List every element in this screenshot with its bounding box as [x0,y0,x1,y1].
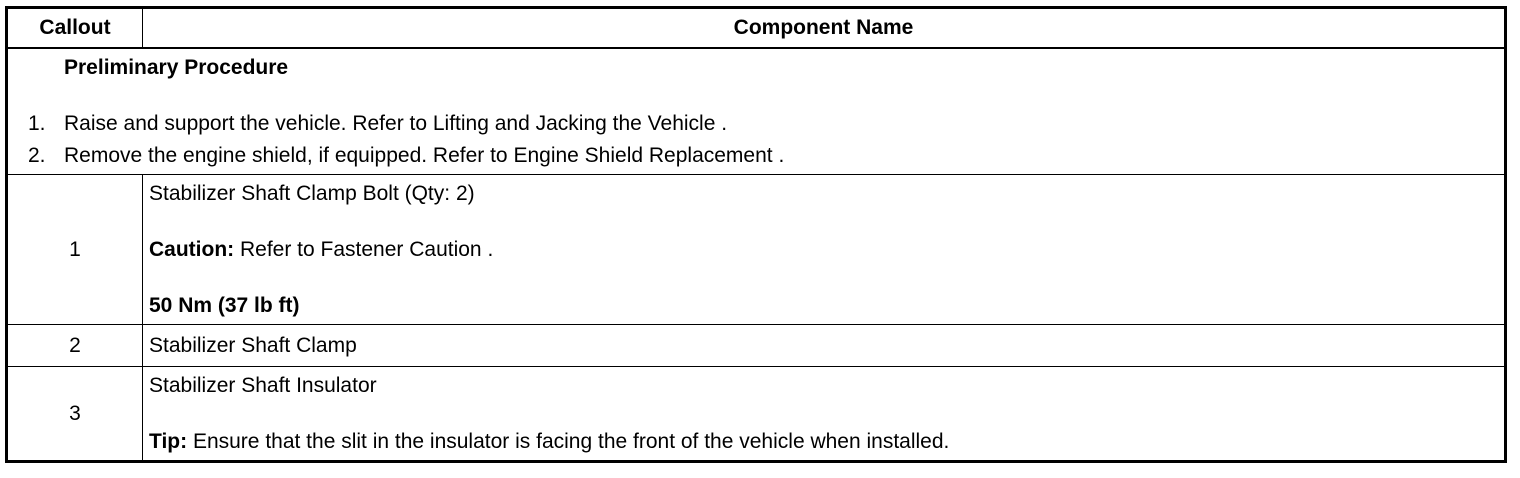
component-name: Stabilizer Shaft Insulator [149,373,377,397]
header-row [7,8,1506,49]
torque-spec: 50 Nm (37 lb ft) [149,293,300,317]
component-cell [143,175,1506,325]
component-name: Stabilizer Shaft Clamp Bolt (Qty: 2) [149,181,475,205]
caution-label: Caution: [149,237,235,261]
preliminary-steps-list [8,108,1504,172]
preliminary-procedure-title: Preliminary Procedure [64,55,289,79]
callout-header: Callout [7,8,143,49]
component-cell [143,325,1506,367]
callout-number: 3 [7,367,143,462]
caution-note [149,235,1504,265]
list-item [8,140,1504,172]
table-row [7,325,1506,367]
step-text: Remove the engine shield, if equipped. Refer to Engine Shield Replacement . [64,143,785,167]
step-number: 2. [28,143,46,167]
component-cell [143,367,1506,462]
callout-number: 1 [7,175,143,325]
preliminary-procedure-row [7,48,1506,175]
tip-note [149,427,1504,457]
preliminary-procedure-cell [7,48,1506,175]
callout-number: 2 [7,325,143,367]
caution-text: Refer to Fastener Caution . [234,237,494,261]
component-name-header: Component Name [143,8,1506,49]
component-name: Stabilizer Shaft Clamp [149,333,357,357]
tip-label: Tip: [149,429,188,453]
step-number: 1. [28,111,46,135]
list-item [8,108,1504,140]
procedure-table [5,6,1507,463]
table-row [7,367,1506,462]
table-row [7,175,1506,325]
tip-text: Ensure that the slit in the insulator is facing the front of the vehicle when installed. [187,429,950,453]
step-text: Raise and support the vehicle. Refer to Lifting and Jacking the Vehicle . [64,111,728,135]
